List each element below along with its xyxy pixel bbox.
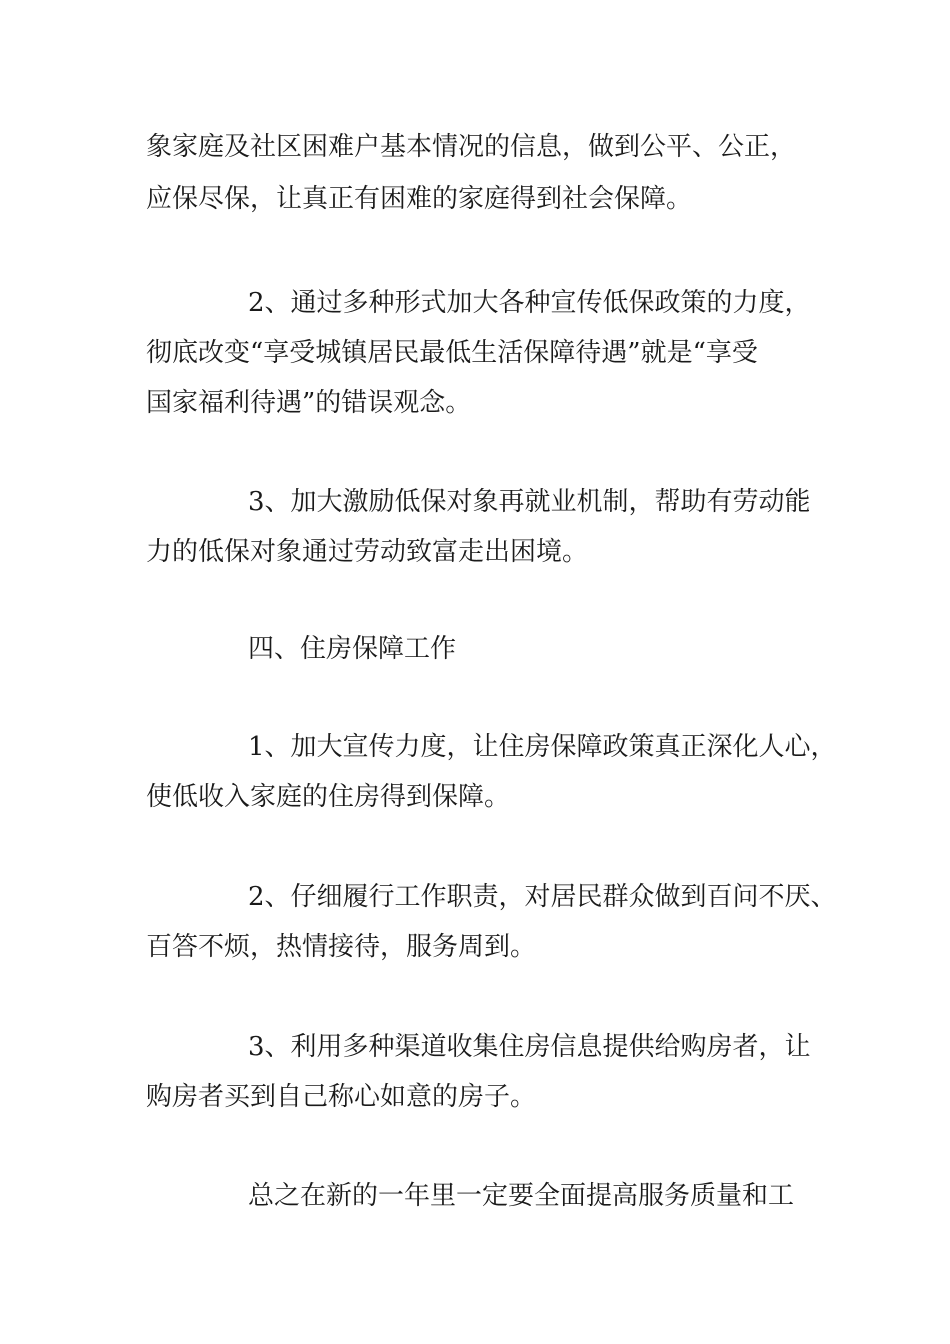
section-heading-housing: 四、住房保障工作 (248, 634, 457, 664)
text-line-1: 象家庭及社区困难户基本情况的信息，做到公平、公正， (146, 132, 797, 162)
paragraph-3-line-1: 3、加大激励低保对象再就业机制，帮助有劳动能 (248, 487, 811, 517)
paragraph-2-line-2: 彻底改变“享受城镇居民最低生活保障待遇”就是“享受 (146, 338, 758, 368)
housing-item-3-line-1: 3、利用多种渠道收集住房信息提供给购房者，让 (248, 1032, 811, 1062)
paragraph-2-line-3: 国家福利待遇”的错误观念。 (146, 388, 472, 418)
housing-item-2-line-2: 百答不烦，热情接待，服务周到。 (146, 932, 537, 962)
housing-item-1-line-1: 1、加大宣传力度，让住房保障政策真正深化人心， (248, 732, 837, 762)
paragraph-3-line-2: 力的低保对象通过劳动致富走出困境。 (146, 537, 589, 567)
housing-item-1-line-2: 使低收入家庭的住房得到保障。 (146, 782, 511, 812)
housing-item-2-line-1: 2、仔细履行工作职责，对居民群众做到百问不厌、 (248, 882, 837, 912)
housing-item-3-line-2: 购房者买到自己称心如意的房子。 (146, 1082, 537, 1112)
paragraph-2-line-1: 2、通过多种形式加大各种宣传低保政策的力度， (248, 288, 811, 318)
summary-line-1: 总之在新的一年里一定要全面提高服务质量和工 (248, 1181, 795, 1211)
text-line-2: 应保尽保，让真正有困难的家庭得到社会保障。 (146, 184, 693, 214)
